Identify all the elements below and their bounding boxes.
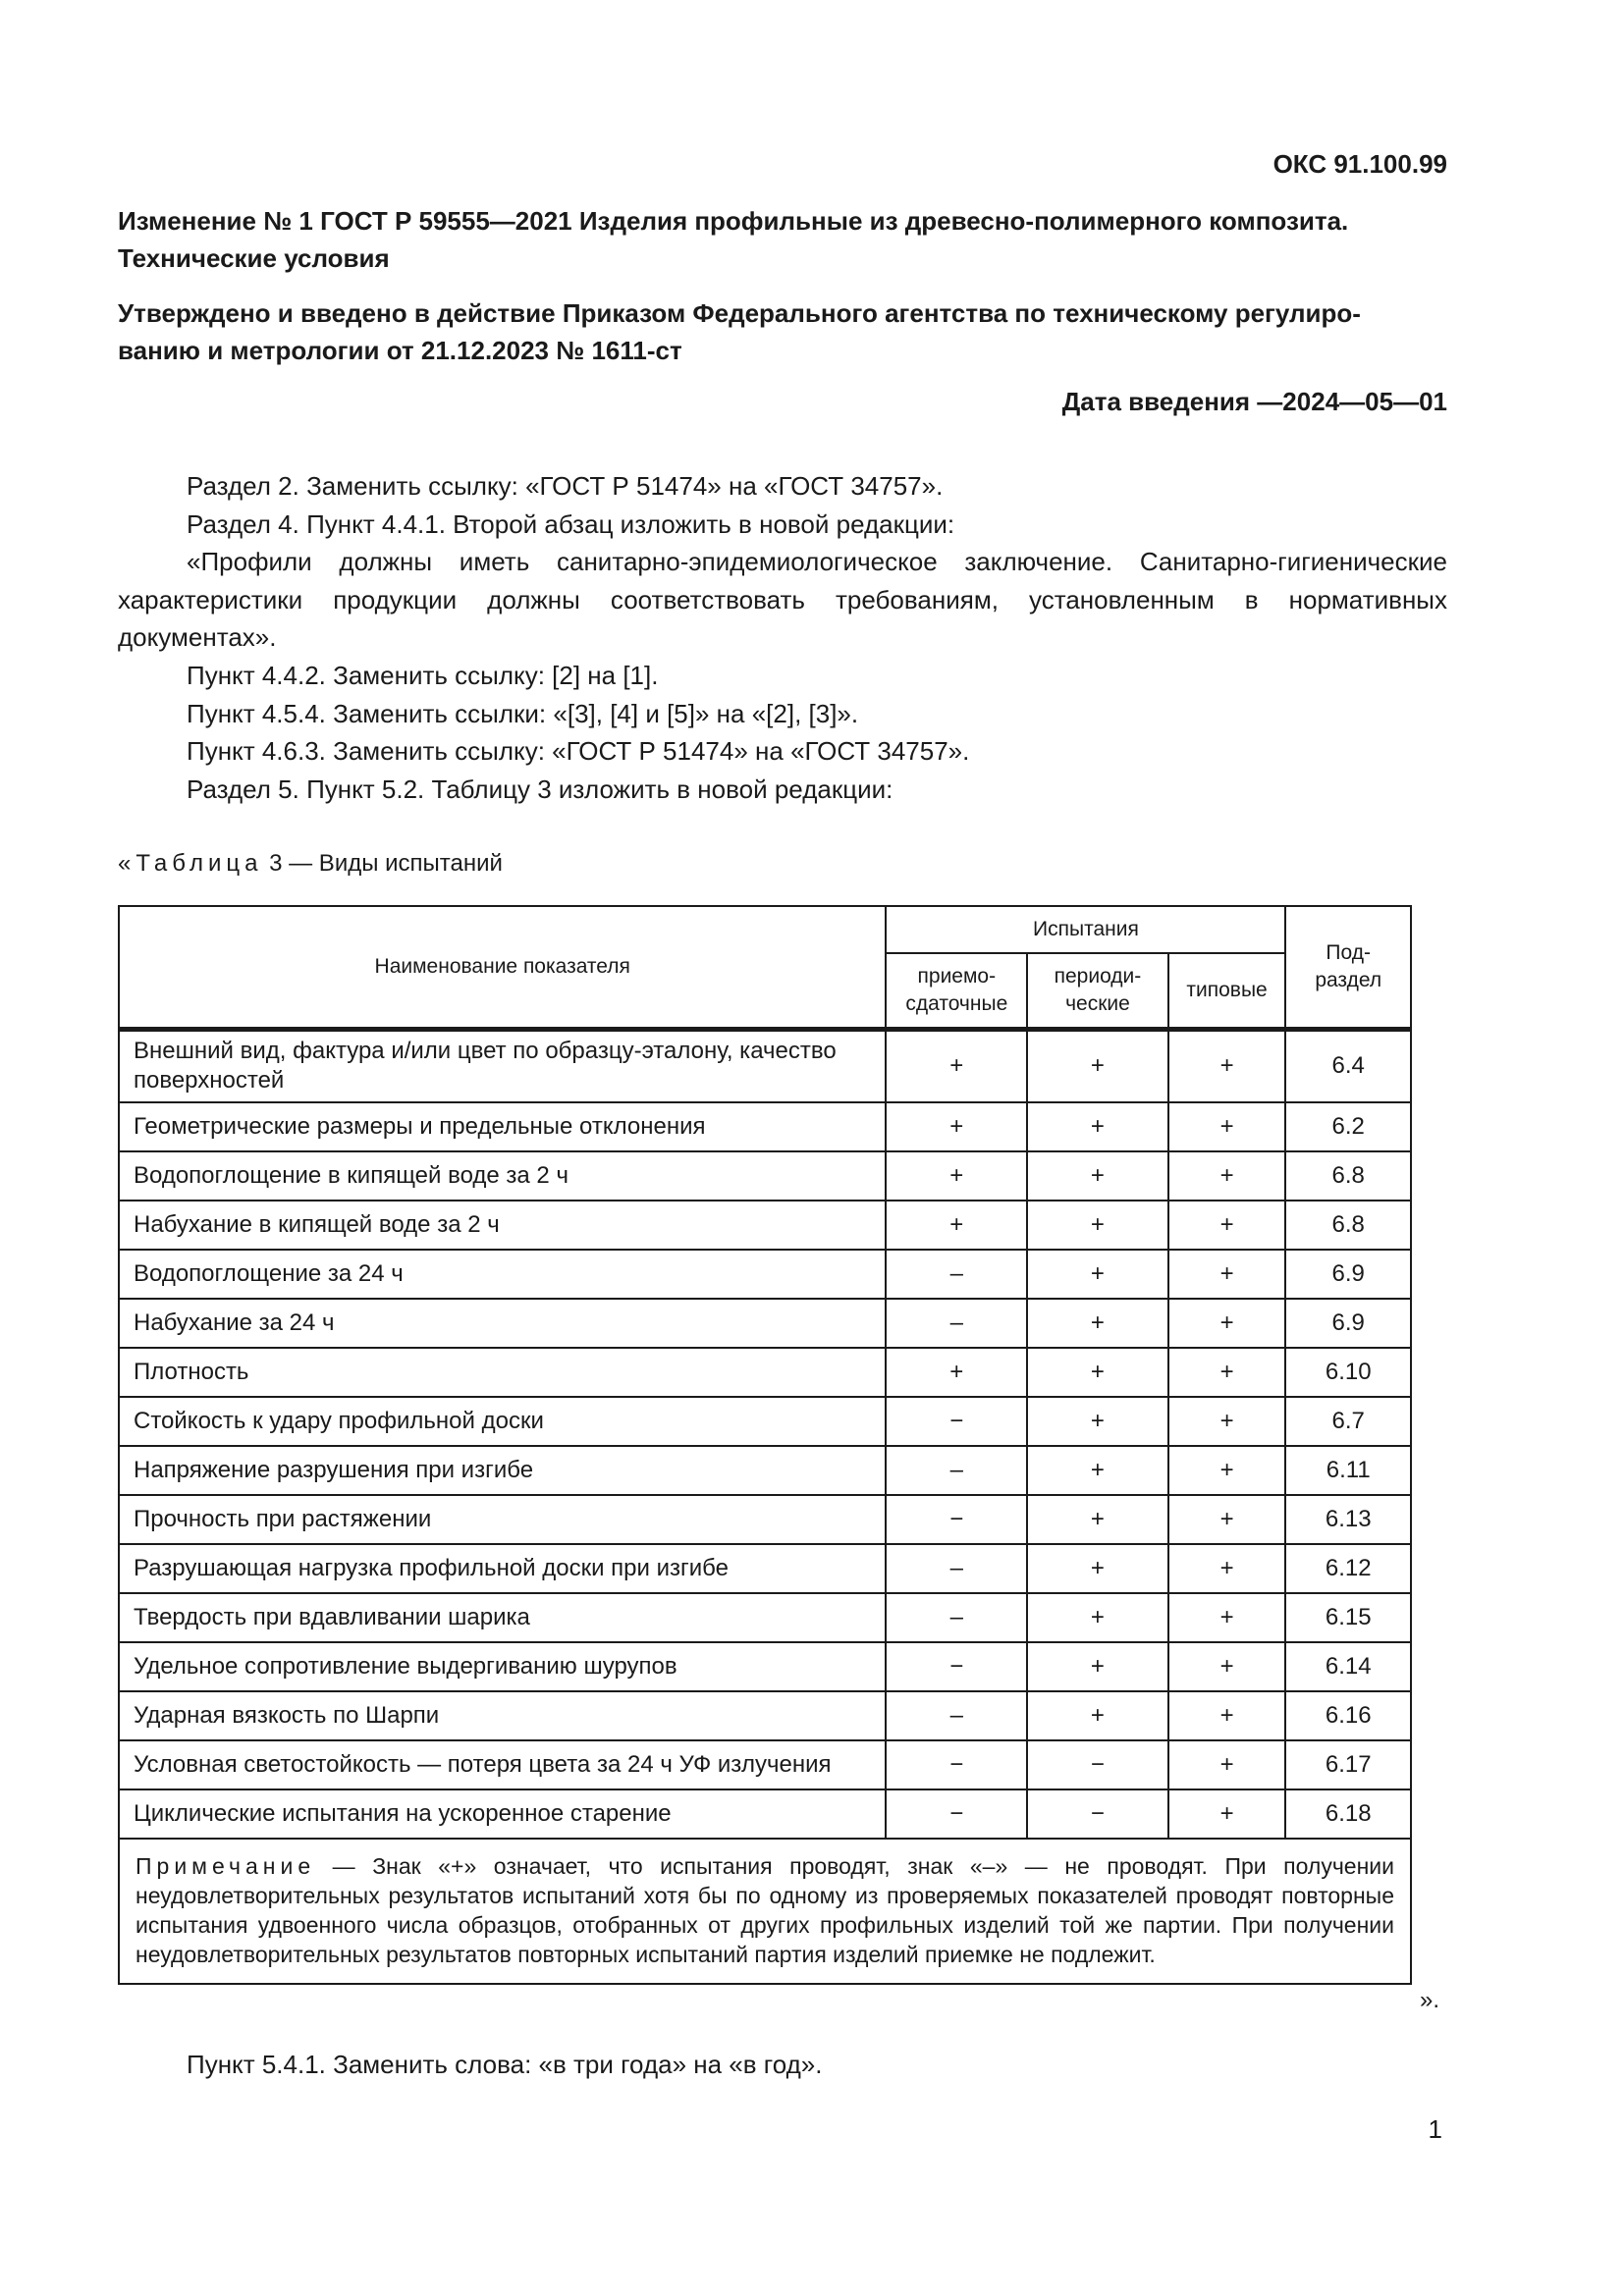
row-acceptance: − <box>886 1495 1027 1544</box>
row-acceptance: − <box>886 1789 1027 1839</box>
row-acceptance: + <box>886 1102 1027 1151</box>
header-indicator-name: Наименование показателя <box>119 906 886 1030</box>
row-periodic: − <box>1027 1740 1168 1789</box>
row-subsection: 6.14 <box>1285 1642 1411 1691</box>
row-name: Набухание за 24 ч <box>119 1299 886 1348</box>
row-name: Твердость при вдавливании шарика <box>119 1593 886 1642</box>
row-type: + <box>1168 1201 1286 1250</box>
page-number: 1 <box>1428 2114 1442 2144</box>
amendment-title-line-2: Технические условия <box>118 243 390 273</box>
row-name: Напряжение разрушения при изгибе <box>119 1446 886 1495</box>
row-periodic: − <box>1027 1789 1168 1839</box>
row-subsection: 6.4 <box>1285 1030 1411 1102</box>
paragraph-4-5-4: Пункт 4.5.4. Заменить ссылки: «[3], [4] и [5]» на «[2], [3]». <box>187 698 859 728</box>
header-periodic-text: периоди- ческие <box>1054 965 1142 1015</box>
header-tests: Испытания <box>886 906 1285 953</box>
row-type: + <box>1168 1348 1286 1397</box>
paragraph-section-2: Раздел 2. Заменить ссылку: «ГОСТ Р 51474» на «ГОСТ 34757». <box>187 471 944 501</box>
row-periodic: + <box>1027 1102 1168 1151</box>
approval-statement <box>118 294 1447 369</box>
row-periodic: + <box>1027 1250 1168 1299</box>
row-name: Внешний вид, фактура и/или цвет по образцу-эталону, качество поверхностей <box>119 1030 886 1102</box>
amendment-title <box>118 202 1447 277</box>
row-name: Водопоглощение в кипящей воде за 2 ч <box>119 1151 886 1201</box>
table-row <box>119 1397 1411 1446</box>
row-name: Набухание в кипящей воде за 2 ч <box>119 1201 886 1250</box>
row-name: Стойкость к удару профильной доски <box>119 1397 886 1446</box>
row-periodic: + <box>1027 1691 1168 1740</box>
table-row <box>119 1030 1411 1102</box>
row-type: + <box>1168 1446 1286 1495</box>
row-name: Водопоглощение за 24 ч <box>119 1250 886 1299</box>
row-acceptance: – <box>886 1299 1027 1348</box>
table-note <box>119 1839 1411 1984</box>
header-acceptance <box>886 953 1027 1030</box>
row-acceptance: – <box>886 1544 1027 1593</box>
row-periodic: + <box>1027 1299 1168 1348</box>
row-subsection: 6.10 <box>1285 1348 1411 1397</box>
row-periodic: + <box>1027 1348 1168 1397</box>
table-row <box>119 1495 1411 1544</box>
table-row <box>119 1201 1411 1250</box>
row-periodic: + <box>1027 1593 1168 1642</box>
row-periodic: + <box>1027 1642 1168 1691</box>
row-periodic: + <box>1027 1397 1168 1446</box>
row-subsection: 6.17 <box>1285 1740 1411 1789</box>
row-name: Условная светостойкость — потеря цвета за 24 ч УФ излучения <box>119 1740 886 1789</box>
row-name: Ударная вязкость по Шарпи <box>119 1691 886 1740</box>
row-name: Разрушающая нагрузка профильной доски при изгибе <box>119 1544 886 1593</box>
row-acceptance: + <box>886 1348 1027 1397</box>
amendment-title-line-1: Изменение № 1 ГОСТ Р 59555—2021 Изделия профильные из древесно-полимерного композита. <box>118 206 1349 236</box>
row-periodic: + <box>1027 1446 1168 1495</box>
header-subsection <box>1285 906 1411 1030</box>
table-row <box>119 1593 1411 1642</box>
effective-date: Дата введения —2024—05—01 <box>1061 387 1447 416</box>
row-acceptance: – <box>886 1250 1027 1299</box>
row-subsection: 6.13 <box>1285 1495 1411 1544</box>
table-row <box>119 1446 1411 1495</box>
table-row <box>119 1740 1411 1789</box>
tests-table-body <box>119 1030 1411 1984</box>
table-row <box>119 1102 1411 1151</box>
row-subsection: 6.9 <box>1285 1299 1411 1348</box>
paragraph-4-6-3: Пункт 4.6.3. Заменить ссылку: «ГОСТ Р 51474» на «ГОСТ 34757». <box>187 736 970 767</box>
row-acceptance: − <box>886 1397 1027 1446</box>
row-type: + <box>1168 1030 1286 1102</box>
table-row <box>119 1642 1411 1691</box>
approval-line-2: ванию и метрологии от 21.12.2023 № 1611-ст <box>118 336 682 365</box>
row-name: Геометрические размеры и предельные отклонения <box>119 1102 886 1151</box>
header-periodic <box>1027 953 1168 1030</box>
row-subsection: 6.18 <box>1285 1789 1411 1839</box>
note-label: Примечание <box>135 1852 316 1879</box>
row-type: + <box>1168 1250 1286 1299</box>
row-type: + <box>1168 1789 1286 1839</box>
row-subsection: 6.16 <box>1285 1691 1411 1740</box>
row-name: Прочность при растяжении <box>119 1495 886 1544</box>
row-type: + <box>1168 1593 1286 1642</box>
row-type: + <box>1168 1151 1286 1201</box>
table-note-row <box>119 1839 1411 1984</box>
row-acceptance: + <box>886 1151 1027 1201</box>
row-acceptance: − <box>886 1740 1027 1789</box>
row-type: + <box>1168 1691 1286 1740</box>
paragraph-section-4: Раздел 4. Пункт 4.4.1. Второй абзац изложить в новой редакции: <box>187 508 955 539</box>
row-type: + <box>1168 1299 1286 1348</box>
amendment-body <box>118 467 1447 808</box>
row-type: + <box>1168 1740 1286 1789</box>
table-row <box>119 1299 1411 1348</box>
row-periodic: + <box>1027 1151 1168 1201</box>
header-type: типовые <box>1168 953 1286 1030</box>
row-name: Удельное сопротивление выдергиванию шурупов <box>119 1642 886 1691</box>
row-acceptance: − <box>886 1642 1027 1691</box>
row-subsection: 6.7 <box>1285 1397 1411 1446</box>
table-row <box>119 1348 1411 1397</box>
paragraph-5-4-1: Пункт 5.4.1. Заменить слова: «в три года» на «в год». <box>187 2050 823 2079</box>
row-type: + <box>1168 1544 1286 1593</box>
header-subsection-text: Под- раздел <box>1315 941 1382 991</box>
row-acceptance: + <box>886 1030 1027 1102</box>
row-subsection: 6.15 <box>1285 1593 1411 1642</box>
table-row <box>119 1691 1411 1740</box>
header-acceptance-text: приемо- сдаточные <box>905 965 1008 1015</box>
table-row <box>119 1151 1411 1201</box>
approval-line-1: Утверждено и введено в действие Приказом Федерального агентства по техническому регулиро- <box>118 298 1361 328</box>
row-periodic: + <box>1027 1201 1168 1250</box>
okc-code: ОКС 91.100.99 <box>1272 149 1447 179</box>
paragraph-section-5: Раздел 5. Пункт 5.2. Таблицу 3 изложить в новой редакции: <box>187 774 893 804</box>
tests-table <box>118 905 1412 1985</box>
row-type: + <box>1168 1495 1286 1544</box>
row-subsection: 6.8 <box>1285 1151 1411 1201</box>
row-acceptance: + <box>886 1201 1027 1250</box>
table-caption-title: 3 — Виды испытаний <box>262 850 503 877</box>
paragraph-quote: «Профили должны иметь санитарно-эпидемиологическое заключение. Санитарно-гигиенические характеристики продукции должны соответствовать требованиям, установленным в нормативных документах». <box>118 547 1447 653</box>
table-caption <box>118 850 503 878</box>
row-acceptance: – <box>886 1446 1027 1495</box>
row-subsection: 6.8 <box>1285 1201 1411 1250</box>
row-type: + <box>1168 1102 1286 1151</box>
table-row <box>119 1544 1411 1593</box>
row-subsection: 6.9 <box>1285 1250 1411 1299</box>
row-acceptance: – <box>886 1691 1027 1740</box>
row-subsection: 6.11 <box>1285 1446 1411 1495</box>
row-periodic: + <box>1027 1030 1168 1102</box>
row-name: Циклические испытания на ускоренное старение <box>119 1789 886 1839</box>
table-row <box>119 1789 1411 1839</box>
row-subsection: 6.2 <box>1285 1102 1411 1151</box>
row-type: + <box>1168 1397 1286 1446</box>
row-name: Плотность <box>119 1348 886 1397</box>
row-periodic: + <box>1027 1495 1168 1544</box>
row-type: + <box>1168 1642 1286 1691</box>
row-acceptance: – <box>886 1593 1027 1642</box>
row-periodic: + <box>1027 1544 1168 1593</box>
paragraph-4-4-2: Пункт 4.4.2. Заменить ссылку: [2] на [1]. <box>187 660 659 690</box>
row-subsection: 6.12 <box>1285 1544 1411 1593</box>
closing-quote: ». <box>1420 1987 1440 2013</box>
table-caption-prefix: «Таблица <box>118 850 263 877</box>
note-text: — Знак «+» означает, что испытания проводят, знак «–» — не проводят. При получении неудовлетворительных результатов испытаний хотя бы по одному из проверяемых показателей проводят повторные испытания удвоенного числа образцов, отобранных от других профильных изделий той же партии. При получении неудовлетворительных результатов повторных испытаний партия изделий приемке не подлежит. <box>135 1852 1394 1967</box>
table-row <box>119 1250 1411 1299</box>
